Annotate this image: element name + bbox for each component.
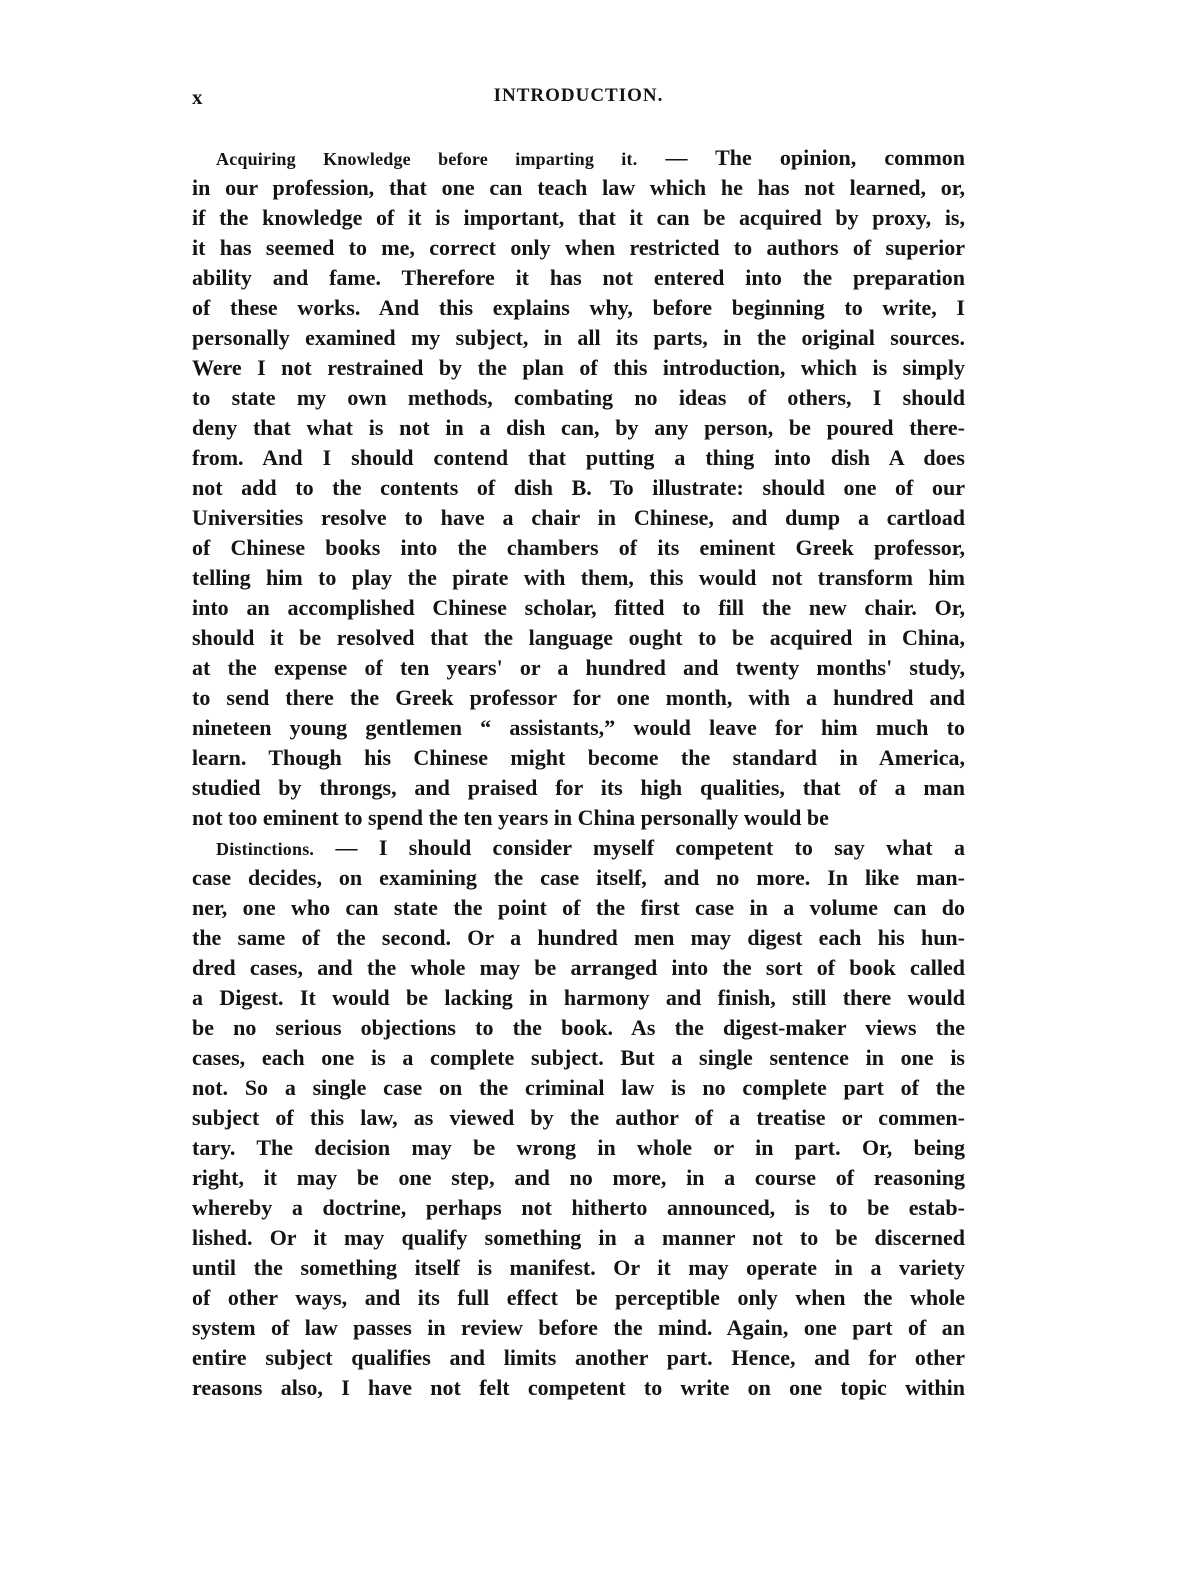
text-line: not add to the contents of dish B. To illustrate: should one of our bbox=[192, 475, 965, 500]
text-line: deny that what is not in a dish can, by any person, be poured there- bbox=[192, 415, 965, 440]
text-line: until the something itself is manifest. Or it may operate in a variety bbox=[192, 1255, 965, 1280]
text-line: reasons also, I have not felt competent to write on one topic within bbox=[192, 1375, 965, 1400]
text-line: from. And I should contend that putting a thing into dish A does bbox=[192, 445, 965, 470]
text-line: it has seemed to me, correct only when restricted to authors of superior bbox=[192, 235, 965, 260]
section-heading: Acquiring Knowledge before imparting it. bbox=[216, 149, 638, 169]
text-line: should it be resolved that the language ought to be acquired in China, bbox=[192, 625, 965, 650]
text-line: not too eminent to spend the ten years in China personally would be bbox=[192, 805, 829, 830]
body-text bbox=[192, 143, 965, 1403]
running-head bbox=[192, 85, 965, 119]
text-line: ner, one who can state the point of the first case in a volume can do bbox=[192, 895, 965, 920]
text-line: lished. Or it may qualify something in a manner not to be discerned bbox=[192, 1225, 965, 1250]
text-line: whereby a doctrine, perhaps not hitherto announced, is to be estab- bbox=[192, 1195, 965, 1220]
text-line: nineteen young gentlemen “ assistants,” would leave for him much to bbox=[192, 715, 965, 740]
text-line: subject of this law, as viewed by the author of a treatise or commen- bbox=[192, 1105, 965, 1130]
running-title: INTRODUCTION. bbox=[493, 85, 664, 106]
text-line: ability and fame. Therefore it has not entered into the preparation bbox=[192, 265, 965, 290]
paragraph-distinctions bbox=[192, 833, 965, 1403]
text-line: telling him to play the pirate with them, this would not transform him bbox=[192, 565, 965, 590]
text-line: in our profession, that one can teach law which he has not learned, or, bbox=[192, 175, 965, 200]
page-number: x bbox=[192, 85, 204, 109]
text-line: case decides, on examining the case itself, and no more. In like man- bbox=[192, 865, 965, 890]
text-line: a Digest. It would be lacking in harmony and finish, still there would bbox=[192, 985, 965, 1010]
text-line: tary. The decision may be wrong in whole or in part. Or, being bbox=[192, 1135, 965, 1160]
text-line: to send there the Greek professor for one month, with a hundred and bbox=[192, 685, 965, 710]
text-line: of these works. And this explains why, before beginning to write, I bbox=[192, 295, 965, 320]
text-line bbox=[192, 833, 965, 863]
text-line: Universities resolve to have a chair in Chinese, and dump a cartload bbox=[192, 505, 965, 530]
text-line: entire subject qualifies and limits another part. Hence, and for other bbox=[192, 1345, 965, 1370]
text-line: studied by throngs, and praised for its high qualities, that of a man bbox=[192, 775, 965, 800]
text-line: right, it may be one step, and no more, in a course of reasoning bbox=[192, 1165, 965, 1190]
text-line: dred cases, and the whole may be arranged into the sort of book called bbox=[192, 955, 965, 980]
first-line-text: — I should consider myself competent to say what a bbox=[314, 835, 965, 860]
text-line: be no serious objections to the book. As the digest-maker views the bbox=[192, 1015, 965, 1040]
first-line-text: — The opinion, common bbox=[637, 145, 965, 170]
paragraph-acquiring-knowledge bbox=[192, 143, 965, 833]
text-line: system of law passes in review before the mind. Again, one part of an bbox=[192, 1315, 965, 1340]
text-line: the same of the second. Or a hundred men may digest each his hun- bbox=[192, 925, 965, 950]
text-line: into an accomplished Chinese scholar, fitted to fill the new chair. Or, bbox=[192, 595, 965, 620]
text-line: of Chinese books into the chambers of its eminent Greek professor, bbox=[192, 535, 965, 560]
text-line bbox=[192, 143, 965, 173]
text-line: at the expense of ten years' or a hundred and twenty months' study, bbox=[192, 655, 965, 680]
text-line: Were I not restrained by the plan of this introduction, which is simply bbox=[192, 355, 965, 380]
text-line: personally examined my subject, in all its parts, in the original sources. bbox=[192, 325, 965, 350]
text-line: not. So a single case on the criminal law is no complete part of the bbox=[192, 1075, 965, 1100]
section-heading: Distinctions. bbox=[216, 839, 315, 859]
text-line: learn. Though his Chinese might become the standard in America, bbox=[192, 745, 965, 770]
text-line: cases, each one is a complete subject. But a single sentence in one is bbox=[192, 1045, 965, 1070]
text-line: if the knowledge of it is important, that it can be acquired by proxy, is, bbox=[192, 205, 965, 230]
text-line: to state my own methods, combating no ideas of others, I should bbox=[192, 385, 965, 410]
text-line: of other ways, and its full effect be perceptible only when the whole bbox=[192, 1285, 965, 1310]
